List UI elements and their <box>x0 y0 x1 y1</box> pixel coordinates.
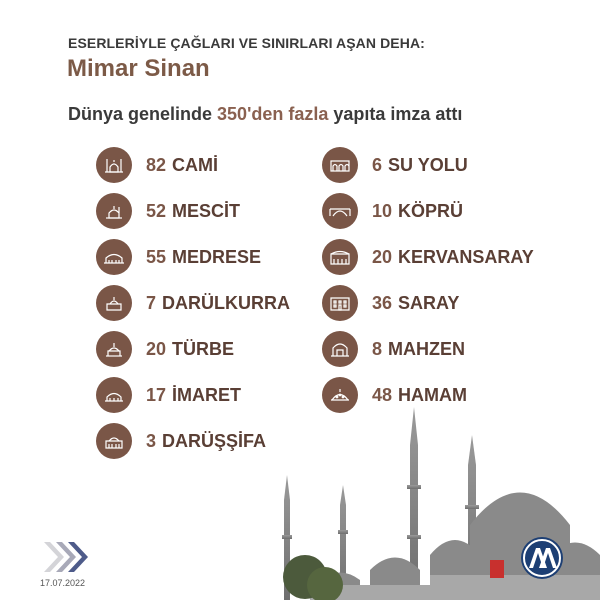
item-label <box>146 431 266 452</box>
item-label <box>146 339 234 360</box>
bridge-icon <box>322 193 358 229</box>
list-item-mescit <box>96 193 240 229</box>
item-count: 3 <box>146 430 157 451</box>
list-item-su-yolu <box>322 147 468 183</box>
list-item-turbe <box>96 331 234 367</box>
item-name: SU YOLU <box>388 154 468 175</box>
item-name: DARÜŞŞİFA <box>162 430 267 451</box>
palace-icon <box>322 285 358 321</box>
item-name: İMARET <box>172 384 242 405</box>
item-label <box>372 339 465 360</box>
item-label <box>146 155 218 176</box>
subtitle-part-1: Dünya genelinde <box>68 104 218 124</box>
item-label <box>372 155 468 176</box>
item-count: 20 <box>372 246 393 267</box>
aa-logo <box>520 536 564 580</box>
item-count: 36 <box>372 292 393 313</box>
list-item-kervansaray <box>322 239 534 275</box>
item-label <box>372 385 467 406</box>
list-item-daruşşifa <box>96 423 266 459</box>
item-count: 82 <box>146 154 167 175</box>
list-item-cami <box>96 147 218 183</box>
item-count: 55 <box>146 246 167 267</box>
subtitle-highlight: 350'den fazla <box>217 104 329 124</box>
cellar-icon <box>322 331 358 367</box>
item-name: TÜRBE <box>172 338 235 359</box>
item-name: MAHZEN <box>388 338 466 359</box>
kicker-text: ESERLERİYLE ÇAĞLARI VE SINIRLARI AŞAN DEHA: <box>68 35 425 51</box>
item-count: 17 <box>146 384 167 405</box>
small-mosque-icon <box>96 193 132 229</box>
subtitle-part-2: yapıta imza attı <box>328 104 463 124</box>
mosque-icon <box>96 147 132 183</box>
subtitle <box>68 104 462 125</box>
item-label <box>372 247 534 268</box>
aqueduct-icon <box>322 147 358 183</box>
item-count: 20 <box>146 338 167 359</box>
item-count: 6 <box>372 154 383 175</box>
hospital-icon <box>96 423 132 459</box>
caravanserai-icon <box>322 239 358 275</box>
item-name: DARÜLKURRA <box>162 292 291 313</box>
item-name: MESCİT <box>172 200 241 221</box>
list-item-saray <box>322 285 459 321</box>
list-item-kopru <box>322 193 463 229</box>
item-name: HAMAM <box>398 384 468 405</box>
item-label <box>146 293 290 314</box>
list-item-darulkurra <box>96 285 290 321</box>
item-label <box>146 385 241 406</box>
item-label <box>146 247 261 268</box>
tomb-icon <box>96 331 132 367</box>
item-name: KÖPRÜ <box>398 200 464 221</box>
item-name: CAMİ <box>172 154 219 175</box>
date-text: 17.07.2022 <box>40 578 86 588</box>
item-count: 7 <box>146 292 157 313</box>
list-item-mahzen <box>322 331 465 367</box>
item-count: 8 <box>372 338 383 359</box>
soup-kitchen-icon <box>96 377 132 413</box>
item-count: 10 <box>372 200 393 221</box>
item-name: MEDRESE <box>172 246 262 267</box>
item-label <box>372 201 463 222</box>
item-count: 48 <box>372 384 393 405</box>
list-item-medrese <box>96 239 261 275</box>
item-label <box>372 293 459 314</box>
chevron-right-icon <box>42 540 98 574</box>
item-count: 52 <box>146 200 167 221</box>
list-item-imaret <box>96 377 241 413</box>
page-title: Mimar Sinan <box>67 55 210 82</box>
item-name: SARAY <box>398 292 460 313</box>
quran-school-icon <box>96 285 132 321</box>
madrasa-icon <box>96 239 132 275</box>
item-label <box>146 201 240 222</box>
item-name: KERVANSARAY <box>398 246 534 267</box>
